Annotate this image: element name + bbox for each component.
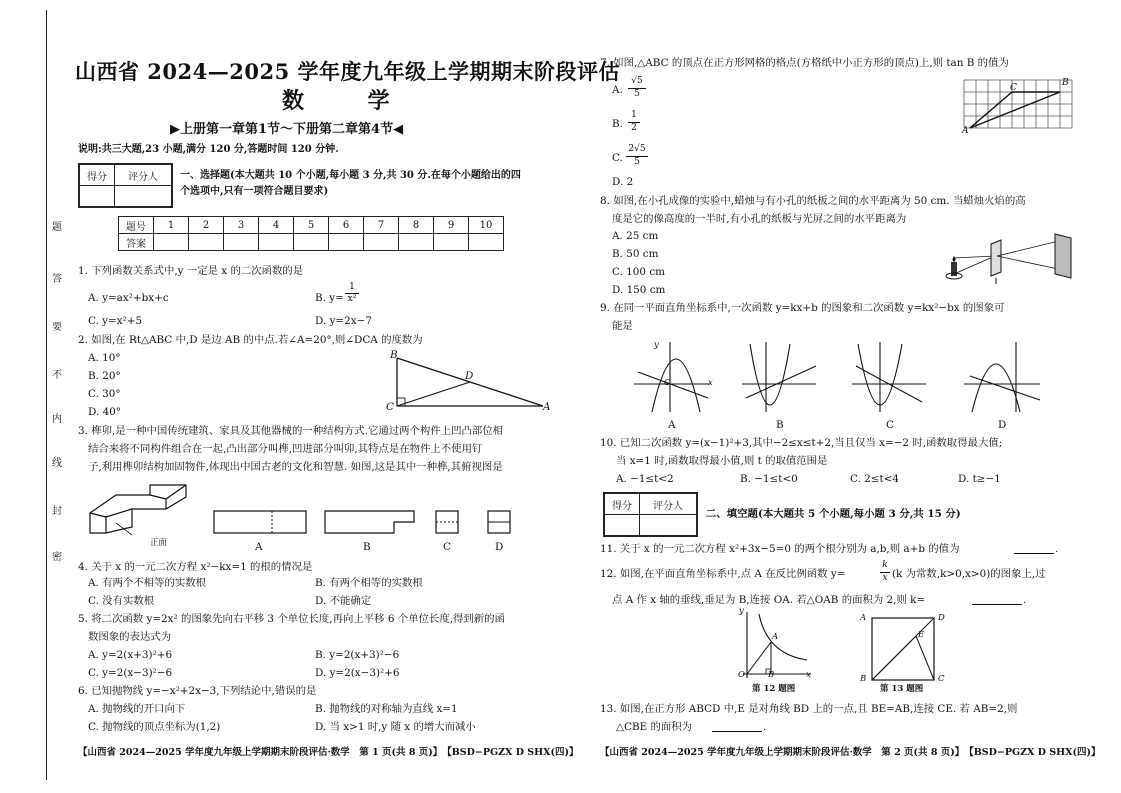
fig13-d-label: D xyxy=(938,613,945,623)
answer-cell[interactable] xyxy=(469,234,504,251)
q7-option-c: C. xyxy=(612,152,623,164)
binding-char: 题 xyxy=(52,222,62,233)
q13-end: . xyxy=(763,721,767,733)
q12-line1a: 12. 如图,在平面直角坐标系中,点 A 在反比例函数 y= xyxy=(600,568,846,580)
q7-stem: 7. 如图,△ABC 的顶点在正方形网格的格点(方格纸中小正方形的顶点)上,则 tan B 的值为 xyxy=(600,57,1009,69)
section1-title2: 个选项中,只有一项符合题目要求) xyxy=(180,186,329,197)
exam-title: 山西省 2024—2025 学年度九年级上学期期末阶段评估 xyxy=(75,59,621,84)
answer-row-label: 答案 xyxy=(119,234,154,251)
q8-line1: 8. 如图,在小孔成像的实验中,蜡烛与有小孔的纸板之间的水平距离为 50 cm. 当蜡烛火焰的高 xyxy=(600,195,1026,207)
q10-option-b: B. −1≤t<0 xyxy=(740,473,798,485)
answer-table-header: 题号 xyxy=(119,217,154,234)
q8-option-d: D. 150 cm xyxy=(612,284,666,296)
binding-char: 线 xyxy=(52,458,62,469)
fig12-b-label: B xyxy=(768,670,775,680)
question-number: 1 xyxy=(154,217,189,234)
q6-option-d: D. 当 x>1 时,y 随 x 的增大而减小 xyxy=(315,721,476,733)
footer-left: 【山西省 2024—2025 学年度九年级上学期期末阶段评估·数学 第 1 页(共 8 页)】 【BSD−PGZX D SHX(四)】 xyxy=(78,747,579,758)
q12-answer-blank[interactable] xyxy=(972,604,1022,605)
fig12-o-label: O xyxy=(738,670,745,680)
q1-b-numerator: 1 xyxy=(349,282,355,292)
q9-option-c-label: C xyxy=(886,419,894,431)
q2-label-d: D xyxy=(465,370,474,382)
q11-stem: 11. 关于 x 的一元二次方程 x²+3x−5=0 的两个根分别为 a,b,则 a+b 的值为 xyxy=(600,543,960,555)
q7-c-denominator: 5 xyxy=(634,157,640,167)
binding-line xyxy=(46,10,47,780)
q5-line2: 数图象的表达式为 xyxy=(88,631,172,643)
q7-option-a: A. xyxy=(612,84,623,96)
q10-option-d: D. t≥−1 xyxy=(958,473,1001,485)
q4-option-a: A. 有两个不相等的实数根 xyxy=(88,577,207,589)
q7-c-numerator: 2√5 xyxy=(628,144,646,154)
q9-line1: 9. 在同一平面直角坐标系中,一次函数 y=kx+b 的图象和二次函数 y=kx²−bx 的图象可 xyxy=(600,302,1005,314)
q3-option-views xyxy=(214,511,514,541)
q7-a-numerator: √5 xyxy=(631,76,643,86)
score-label: 得分 xyxy=(80,165,115,186)
answer-table xyxy=(118,216,504,251)
grader-label: 评分人 xyxy=(115,165,172,186)
q5-option-d: D. y=2(x−3)²+6 xyxy=(315,667,400,679)
binding-char: 内 xyxy=(52,414,62,425)
q12-figure xyxy=(735,608,815,680)
q4-option-d: D. 不能确定 xyxy=(315,595,372,607)
answer-cell[interactable] xyxy=(294,234,329,251)
q2-option-d: D. 40° xyxy=(88,406,121,418)
score-label: 得分 xyxy=(605,494,640,515)
q9-option-a-label: A xyxy=(668,419,676,431)
fig12-caption: 第 12 题图 xyxy=(752,684,796,694)
q13-line2: △CBE 的面积为 xyxy=(616,721,693,733)
fig12-y-label: y xyxy=(739,606,744,616)
q10-option-a: A. −1≤t<2 xyxy=(616,473,674,485)
q6-option-b: B. 抛物线的对称轴为直线 x=1 xyxy=(315,703,458,715)
q3-line1: 3. 榫卯,是一种中国传统建筑、家具及其他器械的一种结构方式.它通过两个构件上凹凸部位相 xyxy=(78,425,504,437)
q1-option-d: D. y=2x−7 xyxy=(315,315,372,327)
q6-stem: 6. 已知抛物线 y=−x²+2x−3,下列结论中,错误的是 xyxy=(78,685,317,697)
fig13-a-label: A xyxy=(860,613,867,623)
q1-option-c: C. y=x²+5 xyxy=(88,315,143,327)
q7-option-d: D. 2 xyxy=(612,176,634,188)
q8-line2: 度是它的像高度的一半时,有小孔的纸板与光屏之间的水平距离为 xyxy=(612,213,907,225)
q10-line2: 当 x=1 时,函数取得最小值,则 t 的取值范围是 xyxy=(616,455,828,467)
q2-label-b: B xyxy=(390,349,398,361)
q1-option-a: A. y=ax²+bx+c xyxy=(88,292,169,304)
q4-option-c: C. 没有实数根 xyxy=(88,595,155,607)
q7-label-b: B xyxy=(1062,78,1069,88)
q13-answer-blank[interactable] xyxy=(712,731,762,732)
q13-square-figure xyxy=(866,612,942,682)
score-cell[interactable] xyxy=(80,186,115,207)
answer-cell[interactable] xyxy=(364,234,399,251)
chapter-range: ▶上册第一章第1节～下册第二章第4节◀ xyxy=(170,122,404,137)
q5-option-b: B. y=2(x+3)²−6 xyxy=(315,649,400,661)
q9-y-label: y xyxy=(654,340,659,350)
answer-cell[interactable] xyxy=(399,234,434,251)
q2-option-b: B. 20° xyxy=(88,370,121,382)
question-number: 6 xyxy=(329,217,364,234)
answer-cell[interactable] xyxy=(154,234,189,251)
q2-label-c: C xyxy=(386,401,394,413)
q9-line2: 能是 xyxy=(612,320,633,332)
q4-option-b: B. 有两个相等的实数根 xyxy=(315,577,423,589)
q6-option-a: A. 抛物线的开口向下 xyxy=(88,703,186,715)
answer-cell[interactable] xyxy=(189,234,224,251)
q9-x-label: x xyxy=(708,378,713,388)
grader-label: 评分人 xyxy=(640,494,697,515)
question-number: 7 xyxy=(364,217,399,234)
q2-option-a: A. 10° xyxy=(88,352,121,364)
q9-option-d-label: D xyxy=(998,419,1007,431)
q9-origin-label: O xyxy=(664,378,671,388)
q7-label-a: A xyxy=(962,126,969,136)
q12-frac-denominator: x xyxy=(882,573,888,583)
question-number: 9 xyxy=(434,217,469,234)
answer-cell[interactable] xyxy=(224,234,259,251)
q1-b-denominator: x² xyxy=(347,294,357,304)
binding-char: 不 xyxy=(52,370,62,381)
q7-option-b: B. xyxy=(612,118,623,130)
q8-option-c: C. 100 cm xyxy=(612,266,665,278)
answer-cell[interactable] xyxy=(434,234,469,251)
question-number: 5 xyxy=(294,217,329,234)
q1-stem: 1. 下列函数关系式中,y 一定是 x 的二次函数的是 xyxy=(78,265,304,277)
q3-option-b-label: B xyxy=(363,541,371,553)
q3-option-d-label: D xyxy=(495,541,504,553)
q12-line1b: (k 为常数,k>0,x>0)的图象上,过 xyxy=(892,568,1046,580)
q8-option-b: B. 50 cm xyxy=(612,248,659,260)
q8-option-a: A. 25 cm xyxy=(612,230,659,242)
q5-line1: 5. 将二次函数 y=2x² 的图象先向右平移 3 个单位长度,再向上平移 6 个单位长度,得到新的函 xyxy=(78,613,505,625)
q1-option-b: B. y= xyxy=(315,292,344,304)
q9-option-b-label: B xyxy=(776,419,784,431)
question-number: 3 xyxy=(224,217,259,234)
q7-a-denominator: 5 xyxy=(634,89,640,99)
fig13-caption: 第 13 题图 xyxy=(880,684,924,694)
q3-option-c-label: C xyxy=(443,541,451,553)
q9-graphs xyxy=(630,336,1050,416)
answer-cell[interactable] xyxy=(259,234,294,251)
q5-option-c: C. y=2(x−3)²−6 xyxy=(88,667,173,679)
q2-option-c: C. 30° xyxy=(88,388,121,400)
q7-label-c: C xyxy=(1010,83,1017,93)
grader-cell[interactable] xyxy=(115,186,172,207)
question-number: 2 xyxy=(189,217,224,234)
q11-answer-blank[interactable] xyxy=(1014,553,1054,554)
fig13-b-label: B xyxy=(860,674,867,684)
q3-line2: 结合来将不同构件组合在一起,凸出部分叫榫,凹进部分叫卯,其特点是在物件上不使用钉 xyxy=(88,443,483,455)
footer-right: 【山西省 2024—2025 学年度九年级上学期期末阶段评估·数学 第 2 页(共 8 页)】 【BSD−PGZX D SHX(四)】 xyxy=(600,747,1101,758)
q13-line1: 13. 如图,在正方形 ABCD 中,E 是对角线 BD 上的一点,且 BE=AB,连接 CE. 若 AB=2,则 xyxy=(600,703,1018,715)
binding-char: 要 xyxy=(52,322,62,333)
question-number: 4 xyxy=(259,217,294,234)
q7-b-numerator: 1 xyxy=(631,110,637,120)
q6-option-c: C. 抛物线的顶点坐标为(1,2) xyxy=(88,721,221,733)
section2-title: 二、填空题(本大题共 5 个小题,每小题 3 分,共 15 分) xyxy=(706,508,961,520)
fig12-a-label: A xyxy=(772,632,779,642)
binding-char: 答 xyxy=(52,274,62,285)
q10-option-c: C. 2≤t<4 xyxy=(850,473,899,485)
q12-line2: 点 A 作 x 轴的垂线,垂足为 B,连接 OA. 若△OAB 的面积为 2,则 k= xyxy=(612,594,926,606)
binding-char: 密 xyxy=(52,552,62,563)
q5-option-a: A. y=2(x+3)²+6 xyxy=(88,649,173,661)
q8-pinhole-figure xyxy=(945,234,1080,284)
question-number: 10 xyxy=(469,217,504,234)
q4-stem: 4. 关于 x 的一元二次方程 x²−kx=1 的根的情况是 xyxy=(78,561,313,573)
score-box-2 xyxy=(603,492,698,537)
q2-stem: 2. 如图,在 Rt△ABC 中,D 是边 AB 的中点.若∠A=20°,则∠DCA 的度数为 xyxy=(78,334,423,346)
q11-end: . xyxy=(1055,543,1059,555)
subject-title: 数 学 xyxy=(282,88,418,114)
q12-end: . xyxy=(1023,594,1027,606)
fig13-c-label: C xyxy=(938,674,945,684)
exam-note: 说明:共三大题,23 小题,满分 120 分,答题时间 120 分钟. xyxy=(78,144,339,155)
q3-tenon-3d-figure xyxy=(86,483,196,543)
q12-frac-numerator: k xyxy=(882,560,888,570)
binding-char: 封 xyxy=(52,506,62,517)
q7-grid-figure xyxy=(958,76,1078,140)
question-number: 8 xyxy=(399,217,434,234)
score-cell[interactable] xyxy=(605,515,640,536)
grader-cell[interactable] xyxy=(640,515,697,536)
section1-title: 一、选择题(本大题共 10 个小题,每小题 3 分,共 30 分.在每个小题给出的四 xyxy=(180,170,521,181)
answer-cell[interactable] xyxy=(329,234,364,251)
q10-line1: 10. 已知二次函数 y=(x−1)²+3,其中−2≤x≤t+2,当且仅当 x=−2 时,函数取得最大值; xyxy=(600,437,1003,449)
binding-margin xyxy=(22,10,62,780)
fig12-x-label: x xyxy=(806,670,811,680)
q3-line3: 子,利用榫卯结构加固物件,体现出中国古老的文化和智慧. 如图,这是其中一种榫,其俯视图是 xyxy=(88,461,503,473)
score-box xyxy=(78,163,173,208)
q3-option-a-label: A xyxy=(255,541,263,553)
q7-b-denominator: 2 xyxy=(631,123,637,133)
fig13-e-label: E xyxy=(918,630,925,640)
q3-front-label: 正面 xyxy=(150,538,168,548)
q2-label-a: A xyxy=(543,401,551,413)
